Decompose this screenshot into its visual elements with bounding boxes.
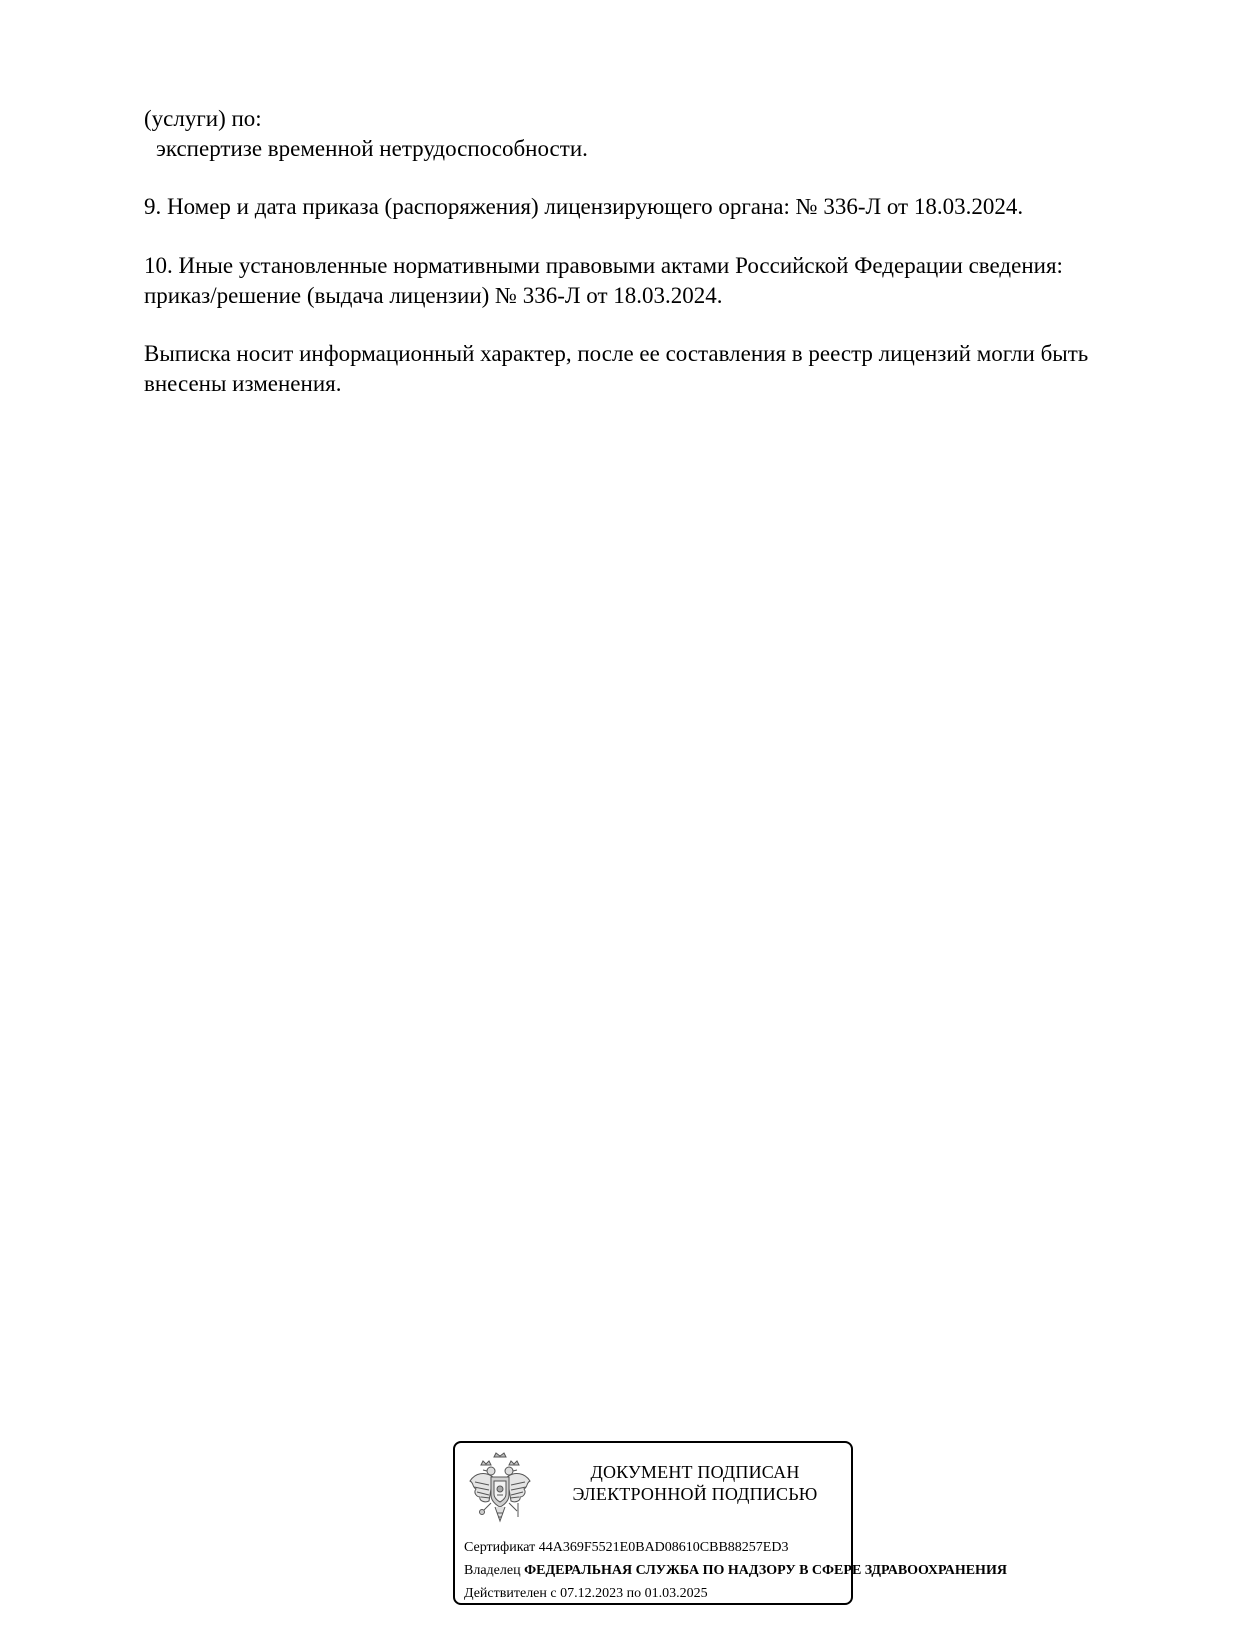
stamp-title-line-1: ДОКУМЕНТ ПОДПИСАН: [590, 1462, 800, 1482]
certificate-value: 44A369F5521E0BAD08610CBB88257ED3: [538, 1540, 789, 1555]
validity-text: Действителен с 07.12.2023 по 01.03.2025: [464, 1586, 708, 1601]
services-intro: [144, 104, 1144, 164]
electronic-signature-stamp: [453, 1441, 1007, 1605]
stamp-title: [550, 1461, 840, 1505]
item-9-text: 9. Номер и дата приказа (распоряжения) лицензирующего органа: № 336-Л от 18.03.2024.: [144, 194, 1024, 219]
notice-line-2: внесены изменения.: [144, 371, 342, 396]
owner-row: [464, 1562, 1007, 1580]
validity-row: [464, 1585, 708, 1603]
certificate-row: [464, 1539, 788, 1557]
services-item: экспертизе временной нетрудоспособности.: [156, 136, 588, 161]
notice-line-1: Выписка носит информационный характер, после ее составления в реестр лицензий могли быть: [144, 341, 1089, 366]
owner-label: Владелец: [464, 1563, 521, 1578]
russian-coat-of-arms-icon: [467, 1451, 533, 1531]
stamp-title-line-2: ЭЛЕКТРОННОЙ ПОДПИСЬЮ: [572, 1484, 818, 1504]
item-10-line-1: 10. Иные установленные нормативными правовыми актами Российской Федерации сведения:: [144, 253, 1063, 278]
item-10-line-2: приказ/решение (выдача лицензии) № 336-Л от 18.03.2024.: [144, 283, 723, 308]
item-9: [144, 192, 1144, 222]
item-10: [144, 251, 1144, 311]
owner-value: ФЕДЕРАЛЬНАЯ СЛУЖБА ПО НАДЗОРУ В СФЕРЕ ЗДРАВООХРАНЕНИЯ: [524, 1563, 1007, 1578]
notice: [144, 339, 1144, 399]
services-intro-line: (услуги) по:: [144, 106, 262, 131]
certificate-label: Сертификат: [464, 1540, 536, 1555]
